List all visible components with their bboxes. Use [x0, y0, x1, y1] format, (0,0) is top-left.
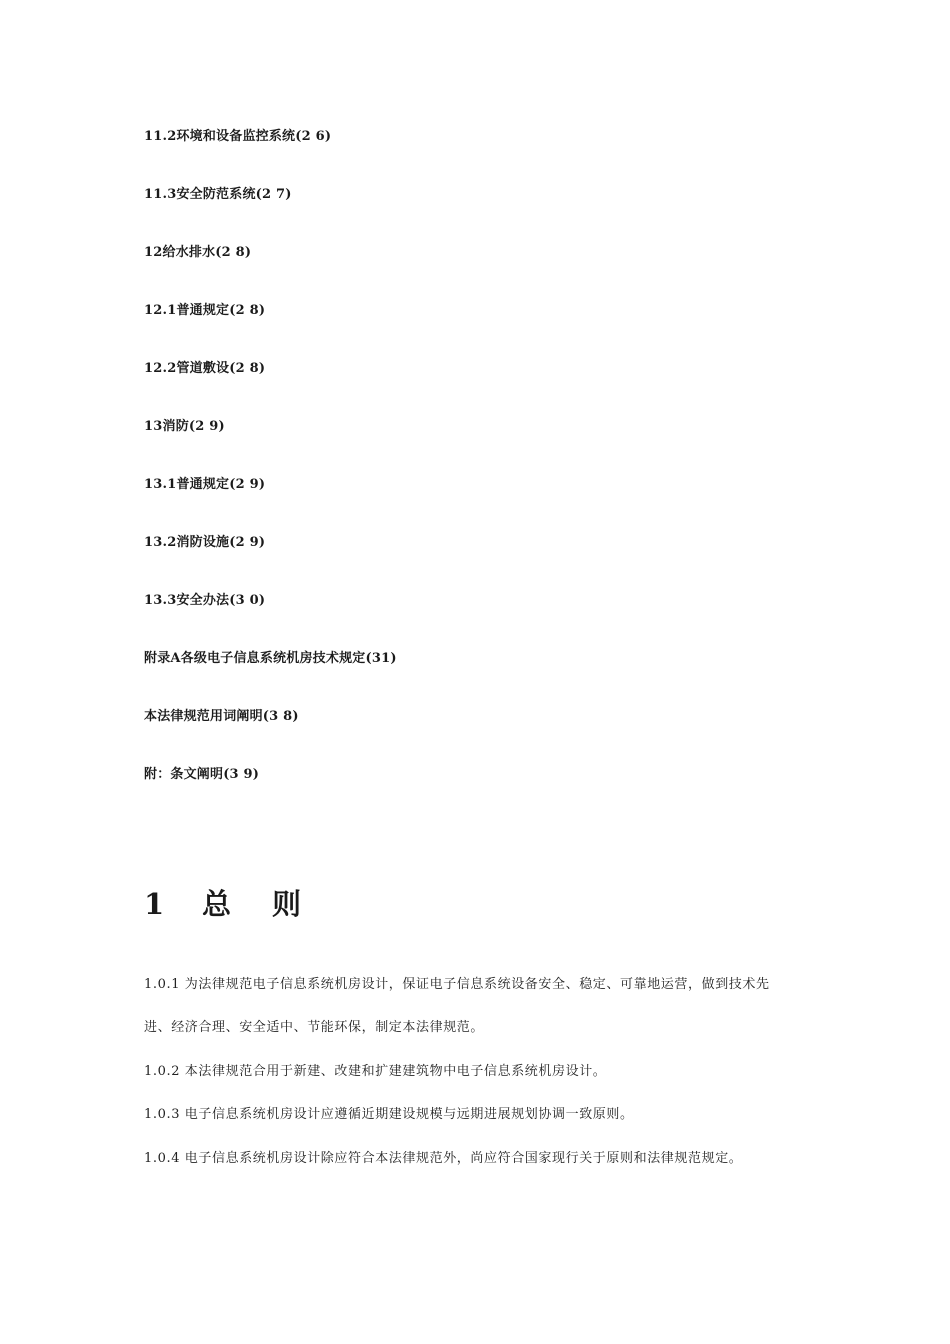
toc-item: 附：条文阐明(3 9) — [144, 767, 260, 782]
chapter-title-char: 则 — [272, 887, 302, 921]
toc-item: 本法律规范用词阐明(3 8) — [144, 709, 299, 724]
toc-item: 12.1普通规定(2 8) — [144, 303, 266, 318]
toc-item: 13.1普通规定(2 9) — [144, 477, 266, 492]
toc-item: 11.3安全防范系统(2 7) — [144, 187, 292, 202]
paragraph-line: 1.0.2 本法律规范合用于新建、改建和扩建建筑物中电子信息系统机房设计。 — [144, 1064, 607, 1079]
paragraph-line: 1.0.1 为法律规范电子信息系统机房设计，保证电子信息系统设备安全、稳定、可靠地运营，做到技术先 — [144, 977, 770, 992]
chapter-title-char: 总 — [202, 887, 232, 921]
paragraph-line: 1.0.3 电子信息系统机房设计应遵循近期建设规模与远期进展规划协调一致原则。 — [144, 1107, 634, 1122]
toc-item: 13.3安全办法(3 0) — [144, 593, 266, 608]
chapter-heading — [144, 884, 301, 924]
chapter-number: 1 — [144, 887, 165, 921]
paragraph-line: 1.0.4 电子信息系统机房设计除应符合本法律规范外，尚应符合国家现行关于原则和法律规范规定。 — [144, 1151, 743, 1166]
toc-item: 13消防(2 9) — [144, 419, 225, 434]
toc-item: 13.2消防设施(2 9) — [144, 535, 266, 550]
toc-item: 12.2管道敷设(2 8) — [144, 361, 266, 376]
toc-item: 12给水排水(2 8) — [144, 245, 252, 260]
paragraph-line: 进、经济合理、安全适中、节能环保，制定本法律规范。 — [144, 1020, 485, 1035]
toc-item: 附录A各级电子信息系统机房技术规定(31) — [144, 651, 397, 666]
toc-item: 11.2环境和设备监控系统(2 6) — [144, 129, 332, 144]
